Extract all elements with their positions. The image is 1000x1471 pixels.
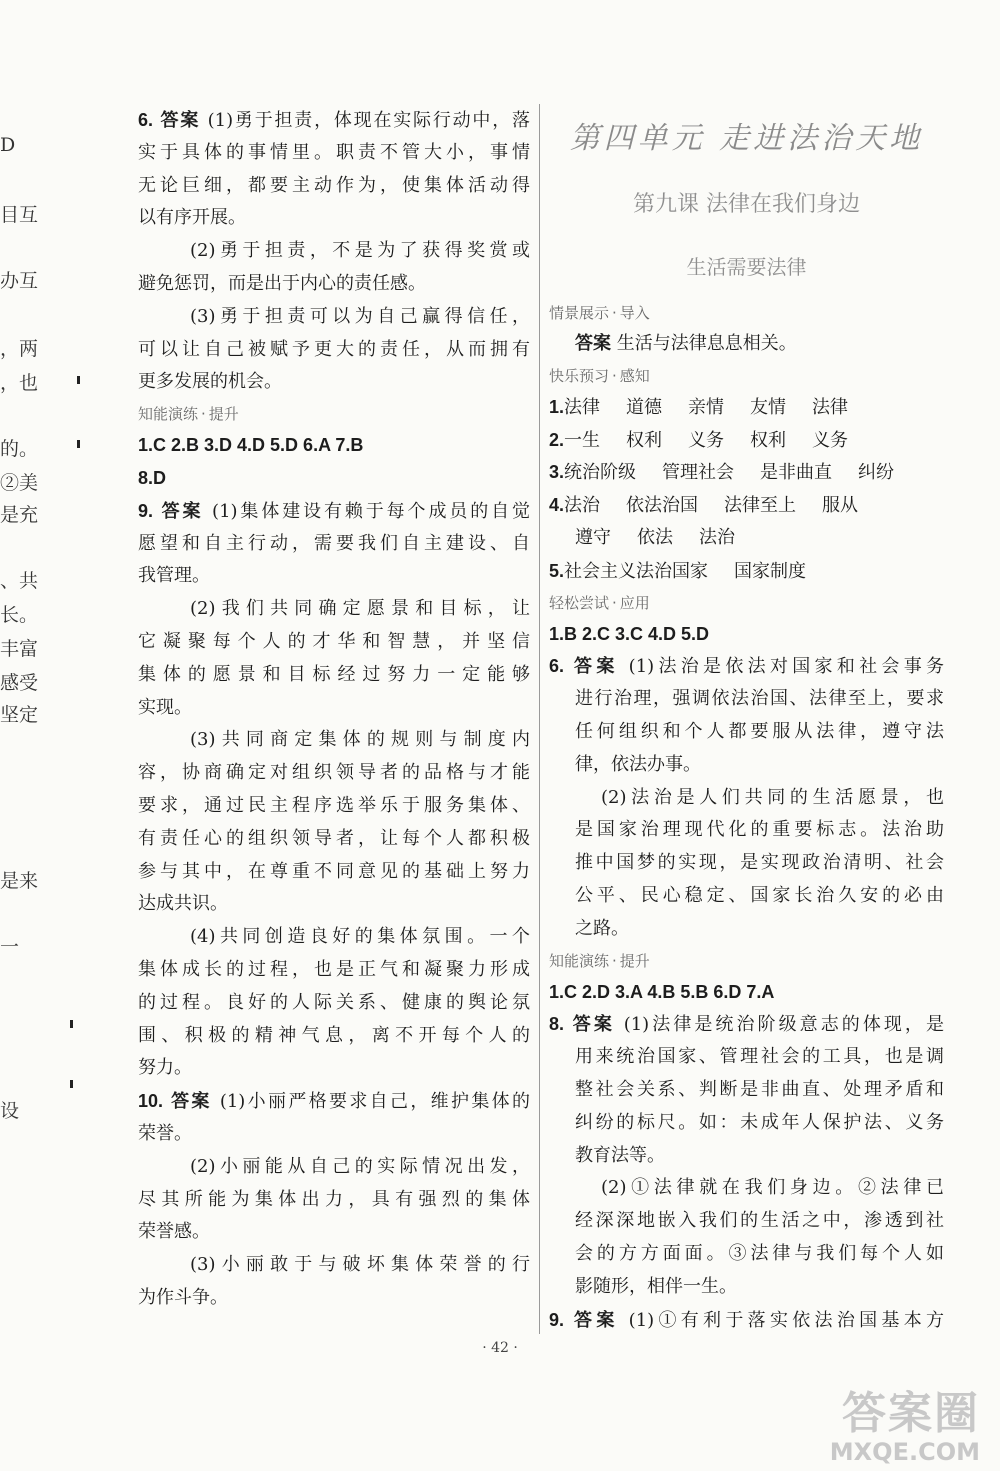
answer-line: 影随形，相伴一生。 bbox=[575, 1275, 737, 1297]
preview-answer-2: 2.一生 权利 义务 权利 义务 bbox=[549, 429, 849, 451]
answer-line: 更多发展的机会。 bbox=[138, 371, 282, 393]
gutter-text: 感受 bbox=[0, 672, 39, 694]
answer-line: 荣誉。 bbox=[138, 1122, 192, 1144]
answer-line: 围、积极的精神气息，离不开每个人的 bbox=[138, 1024, 530, 1046]
answer-line: 容，协商确定对组织领导者的品格与才能 bbox=[138, 762, 530, 784]
gutter-text: 是充 bbox=[0, 504, 39, 526]
answer-line: 9. 答案 (1)集体建设有赖于每个成员的自觉 bbox=[138, 500, 530, 522]
right-column bbox=[549, 104, 944, 1336]
column-divider bbox=[539, 104, 540, 1334]
watermark-text: 答案圈 bbox=[842, 1388, 980, 1439]
answer-line: 6. 答案 (1)法治是依法对国家和社会事务 bbox=[549, 656, 944, 678]
preview-answer-3: 3.统治阶级 管理社会 是非曲直 纠纷 bbox=[549, 462, 895, 484]
section-heading: 知能演练 · 提升 bbox=[138, 405, 239, 424]
gutter-text: 设 bbox=[0, 1100, 20, 1122]
gutter-text: 目互 bbox=[0, 204, 39, 226]
preview-answer-5: 5.社会主义法治国家 国家制度 bbox=[549, 560, 807, 582]
answer-line: 律，依法办事。 bbox=[575, 753, 701, 775]
answer-line: 9. 答案 (1)①有利于落实依法治国基本方 bbox=[549, 1309, 944, 1331]
answer-line: 为作斗争。 bbox=[138, 1286, 228, 1308]
gutter-text: 一 bbox=[0, 936, 20, 958]
answer-line: 实现。 bbox=[138, 696, 192, 718]
answer-line: 之路。 bbox=[575, 917, 629, 939]
left-column bbox=[138, 104, 530, 1315]
answer-line: 教育法等。 bbox=[575, 1144, 665, 1166]
answer-line: 6. 答案 (1)勇于担责，体现在实际行动中，落 bbox=[138, 110, 530, 131]
mc-answers: 1.C 2.D 3.A 4.B 5.B 6.D 7.A bbox=[549, 981, 775, 1002]
answer-line: 集体成长的过程，也是正气和凝聚力形成 bbox=[138, 958, 530, 980]
answer-line: 经深深地嵌入我们的生活之中，渗透到社 bbox=[575, 1210, 944, 1232]
answer-line: 努力。 bbox=[138, 1057, 192, 1079]
answer-line: (3)小丽敢于与破坏集体荣誉的行 bbox=[190, 1254, 530, 1276]
mc-answers: 1.B 2.C 3.C 4.D 5.D bbox=[549, 623, 710, 644]
section-heading: 知能演练 · 提升 bbox=[549, 951, 650, 970]
answer-line: 它凝聚每个人的才华和智慧，并坚信 bbox=[138, 630, 530, 652]
gutter-text: 长。 bbox=[0, 604, 39, 626]
page-number: · 42 · bbox=[482, 1340, 518, 1356]
answer-line: 可以让自己被赋予更大的责任，从而拥有 bbox=[138, 338, 530, 360]
answer-line: 实于具体的事情里。职责不管大小，事情 bbox=[138, 141, 530, 163]
answer-line: 是国家治理现代化的重要标志。法治助 bbox=[575, 819, 944, 841]
answer-line: 会的方方面面。③法律与我们每个人如 bbox=[575, 1242, 944, 1264]
answer-line: 以有序开展。 bbox=[138, 207, 246, 229]
answer-line: 10. 答案 (1)小丽严格要求自己，维护集体的 bbox=[138, 1091, 530, 1113]
watermark-logo bbox=[730, 1390, 980, 1470]
answer-line: 答案 生活与法律息息相关。 bbox=[575, 333, 797, 354]
answer-line: (3)共同商定集体的规则与制度内 bbox=[190, 729, 530, 751]
gutter-text: ②美 bbox=[0, 472, 39, 494]
mc-answers: 8.D bbox=[138, 467, 167, 488]
gutter-text: 、共 bbox=[0, 570, 39, 592]
scan-speck bbox=[70, 1080, 73, 1088]
scan-speck bbox=[77, 440, 80, 448]
gutter-text: D bbox=[0, 134, 16, 156]
answer-line: 进行治理，强调依法治国、法律至上，要求 bbox=[575, 688, 944, 710]
answer-line: 整社会关系、判断是非曲直、处理矛盾和 bbox=[575, 1078, 944, 1100]
section-heading: 情景展示 · 导入 bbox=[549, 304, 650, 322]
answer-line: (2)法治是人们共同的生活愿景，也 bbox=[601, 786, 944, 808]
answer-line: (4)共同创造良好的集体氛围。一个 bbox=[190, 926, 530, 948]
lesson-title: 第九课 法律在我们身边 bbox=[633, 192, 860, 217]
gutter-text: 是来 bbox=[0, 870, 39, 892]
preview-answer-4-cont: 遵守 依法 法治 bbox=[575, 526, 735, 548]
answer-line: 集体的愿景和目标经过努力一定能够 bbox=[138, 663, 530, 685]
gutter-text: ，两 bbox=[0, 338, 39, 360]
answer-line: (2)小丽能从自己的实际情况出发， bbox=[190, 1155, 530, 1177]
mc-answers: 1.C 2.B 3.D 4.D 5.D 6.A 7.B bbox=[138, 435, 364, 456]
preview-answer-1: 1.法律 道德 亲情 友情 法律 bbox=[549, 396, 849, 418]
answer-line: 荣誉感。 bbox=[138, 1221, 210, 1243]
answer-line: 要求，通过民主程序选举乐于服务集体、 bbox=[138, 794, 530, 816]
answer-line: 参与其中，在尊重不同意见的基础上努力 bbox=[138, 860, 530, 882]
answer-line: (2)我们共同确定愿景和目标，让 bbox=[190, 598, 530, 620]
answer-line: 我管理。 bbox=[138, 565, 210, 587]
answer-line: 推中国梦的实现，是实现政治清明、社会 bbox=[575, 852, 944, 874]
section-heading: 轻松尝试 · 应用 bbox=[549, 593, 650, 612]
answer-line: 避免惩罚，而是出于内心的责任感。 bbox=[138, 272, 426, 294]
section-title: 生活需要法律 bbox=[686, 255, 807, 279]
preview-answer-4: 4.法治 依法治国 法律至上 服从 bbox=[549, 495, 859, 517]
gutter-text: 丰富 bbox=[0, 638, 39, 660]
answer-line: 无论巨细，都要主动作为，使集体活动得 bbox=[138, 174, 530, 196]
answer-line: 用来统治国家、管理社会的工具，也是调 bbox=[575, 1046, 944, 1068]
answer-line: (2)勇于担责，不是为了获得奖赏或 bbox=[190, 240, 530, 262]
section-heading: 快乐预习 · 感知 bbox=[549, 366, 650, 385]
gutter-text: 办互 bbox=[0, 270, 39, 292]
unit-title: 第四单元 走进法治天地 bbox=[569, 121, 924, 156]
answer-line: 任何组织和个人都要服从法律，遵守法 bbox=[575, 720, 944, 742]
answer-line: 纠纷的标尺。如：未成年人保护法、义务 bbox=[575, 1111, 944, 1133]
answer-line: (2)①法律就在我们身边。②法律已 bbox=[601, 1177, 944, 1199]
gutter-text: 坚定 bbox=[0, 704, 39, 726]
answer-line: 8. 答案 (1)法律是统治阶级意志的体现，是 bbox=[549, 1014, 944, 1036]
gutter-text: 的。 bbox=[0, 438, 39, 460]
scan-speck bbox=[70, 1020, 73, 1028]
answer-line: 公平、民心稳定、国家长治久安的必由 bbox=[575, 884, 944, 906]
gutter-text: ，也 bbox=[0, 372, 39, 394]
scan-speck bbox=[77, 376, 80, 384]
answer-line: 尽其所能为集体出力，具有强烈的集体 bbox=[138, 1188, 530, 1210]
answer-line: 达成共识。 bbox=[138, 893, 228, 915]
answer-line: 愿望和自主行动，需要我们自主建设、自 bbox=[138, 532, 530, 554]
answer-line: (3)勇于担责可以为自己赢得信任， bbox=[190, 305, 530, 327]
left-gutter bbox=[0, 0, 40, 1471]
watermark-url: MXQE.COM bbox=[829, 1438, 980, 1466]
answer-line: 有责任心的组织领导者，让每个人都积极 bbox=[138, 827, 530, 849]
answer-line: 的过程。良好的人际关系、健康的舆论氛 bbox=[138, 991, 530, 1013]
